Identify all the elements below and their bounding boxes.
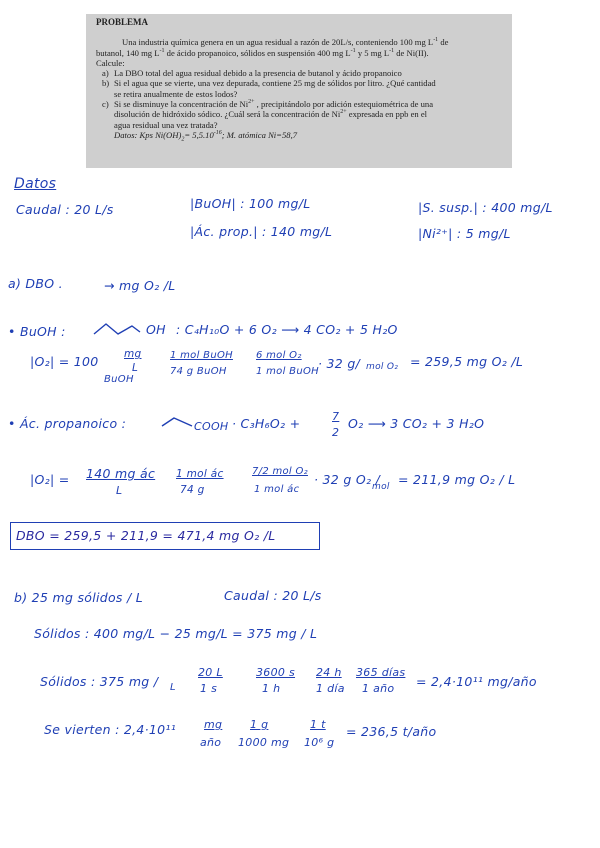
part-b-factor3-num: 24 h bbox=[316, 666, 342, 679]
vierten-factor2-num: 1 t bbox=[310, 718, 326, 731]
calcule-label: Calcule: bbox=[96, 57, 125, 68]
statement-line-1: Una industria química genera en un agua residual a razón de 20L/s, conteniendo 100 mg $L^{-1}$ de bbox=[122, 37, 449, 48]
o2-butanol-factor2-den: 1 mol BuOH bbox=[256, 366, 319, 377]
o2-butanol-result: = 259,5 mg O₂ /L bbox=[410, 354, 524, 369]
vierten-num: mg bbox=[204, 718, 223, 731]
part-b-solidos-retirados: Sólidos : 400 mg/L − 25 mg/L = 375 mg / L bbox=[34, 626, 318, 641]
butanol-value: |BuOH| : 100 mg/L bbox=[190, 196, 311, 211]
propanoico-label: • Ác. propanoico : bbox=[8, 416, 127, 431]
problem-heading: PROBLEMA bbox=[96, 17, 149, 27]
o2-butanol-factor2-num: 6 mol O₂ bbox=[256, 350, 302, 361]
propanoico-reaction-b: O₂ ⟶ 3 CO₂ + 3 H₂O bbox=[348, 416, 485, 431]
vierten-lhs: Se vierten : 2,4·10¹¹ bbox=[44, 722, 177, 737]
part-b-heading: b) 25 mg sólidos / L bbox=[14, 590, 144, 605]
o2-propanoico-molar-mass-unit: mol bbox=[372, 482, 390, 492]
part-b-factor1-num: 20 L bbox=[198, 666, 223, 679]
o2-propanoico-num: 140 mg ác bbox=[86, 466, 156, 481]
part-b-factor3-den: 1 día bbox=[316, 682, 345, 695]
o2-butanol-species: BuOH bbox=[104, 374, 134, 385]
propanoico-frac-den: 2 bbox=[332, 426, 340, 439]
vierten-result: = 236,5 t/año bbox=[346, 724, 437, 739]
part-b-caudal: Caudal : 20 L/s bbox=[224, 588, 322, 603]
statement-line-2: butanol, 140 mg $L^{-1}$ de ácido propanoico, sólidos en suspensión 400 mg $L^{-1}$ y 5 mg $L^{-1}$ de Ni(II). bbox=[96, 47, 429, 58]
part-b-calc-l: L bbox=[170, 682, 176, 693]
butanol-label: • BuOH : bbox=[8, 324, 66, 339]
problem-statement bbox=[86, 14, 512, 168]
vierten-den: año bbox=[200, 736, 222, 749]
part-a-heading: a) DBO . bbox=[8, 276, 63, 291]
o2-butanol-molar-mass-unit: mol O₂ bbox=[366, 362, 399, 372]
o2-butanol-l: L bbox=[132, 362, 139, 374]
o2-propanoico-factor2-num: 7/2 mol O₂ bbox=[252, 466, 308, 477]
o2-propanoico-factor1-num: 1 mol ác bbox=[176, 468, 224, 480]
question-c: c) Si se disminuye la concentración de $Ni^{2+}$ , precipitándolo por adición estequiométrica de una disolución de hidróxido sódico. ¿Cuál será la concentración de $Ni^{2+}$ expresada en ppb en el agua residual una vez tratada? bbox=[102, 99, 434, 130]
vierten-factor2-den: 10⁶ g bbox=[304, 736, 335, 749]
solidos-susp-value: |S. susp.| : 400 mg/L bbox=[418, 200, 553, 215]
o2-butanol-factor1-den: 74 g BuOH bbox=[170, 366, 227, 377]
butanol-combustion-reaction: : C₄H₁₀O + 6 O₂ ⟶ 4 CO₂ + 5 H₂O bbox=[176, 322, 398, 337]
part-b-factor4-den: 1 año bbox=[362, 682, 395, 695]
butanol-skeletal-formula bbox=[92, 320, 148, 342]
vierten-factor1-num: 1 g bbox=[250, 718, 269, 731]
part-b-factor2-num: 3600 s bbox=[256, 666, 296, 679]
o2-propanoico-molar-mass: · 32 g O₂ / bbox=[314, 472, 381, 487]
niquel-value: |Ni²⁺| : 5 mg/L bbox=[418, 226, 511, 241]
dbo-total: DBO = 259,5 + 211,9 = 471,4 mg O₂ /L bbox=[16, 528, 276, 543]
propanoico-reaction-a: · C₃H₆O₂ + bbox=[232, 416, 301, 431]
o2-butanol-molar-mass: · 32 g/ bbox=[318, 356, 361, 371]
o2-butanol-factor1-num: 1 mol BuOH bbox=[170, 350, 233, 361]
part-b-calc-lhs: Sólidos : 375 mg / bbox=[40, 674, 159, 689]
acido-prop-value: |Ác. prop.| : 140 mg/L bbox=[190, 224, 333, 239]
part-b-factor1-den: 1 s bbox=[200, 682, 218, 695]
o2-propanoico-factor1-den: 74 g bbox=[180, 484, 205, 496]
o2-propanoico-den: L bbox=[116, 484, 123, 497]
o2-propanoico-lhs: |O₂| = bbox=[30, 472, 70, 487]
question-b: b) Si el agua que se vierte, una vez depurada, contiene 25 mg de sólidos por litro. ¿Qué cantidad se retira anualmente de estos lodos? bbox=[102, 78, 436, 99]
propanoico-skeletal-formula bbox=[160, 414, 196, 432]
datos-heading: Datos bbox=[14, 176, 57, 192]
propanoico-cooh-group: COOH bbox=[194, 420, 229, 433]
butanol-oh-group: OH bbox=[146, 322, 166, 337]
o2-butanol-lhs: |O₂| = 100 bbox=[30, 354, 99, 369]
part-b-factor2-den: 1 h bbox=[262, 682, 281, 695]
question-a: a) La DBO total del agua residual debido a la presencia de butanol y ácido propanoico bbox=[102, 68, 402, 79]
o2-propanoico-result: = 211,9 mg O₂ / L bbox=[398, 472, 516, 487]
caudal-value: Caudal : 20 L/s bbox=[16, 202, 114, 217]
part-b-factor4-num: 365 días bbox=[356, 666, 406, 679]
part-a-target-units: → mg O₂ /L bbox=[104, 278, 176, 293]
propanoico-frac-num: 7 bbox=[332, 410, 340, 423]
problem-data: Datos: Kps $Ni(OH)_2= 5,5.10^{-16}$; M. atómica Ni=58,7 bbox=[114, 129, 298, 143]
part-b-calc-result: = 2,4·10¹¹ mg/año bbox=[416, 674, 537, 689]
vierten-factor1-den: 1000 mg bbox=[238, 736, 290, 749]
o2-butanol-mg: mg bbox=[124, 348, 142, 360]
o2-propanoico-factor2-den: 1 mol ác bbox=[254, 484, 300, 495]
